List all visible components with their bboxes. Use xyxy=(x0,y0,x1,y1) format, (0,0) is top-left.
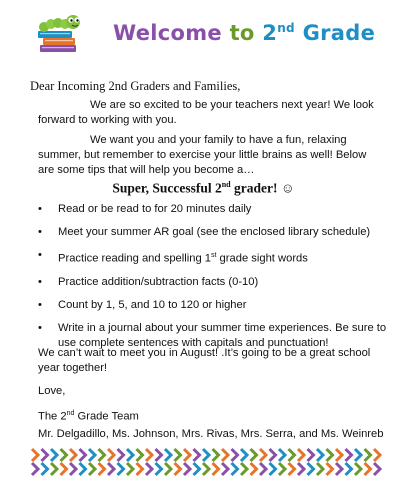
list-item xyxy=(38,225,388,240)
chevron-top xyxy=(156,449,162,461)
chevron-top xyxy=(137,449,143,461)
chevron-top xyxy=(270,449,276,461)
list-item xyxy=(38,248,388,267)
chevron-bottom xyxy=(374,463,380,475)
chevron-top xyxy=(99,449,105,461)
subtitle-post: grader! ☺ xyxy=(230,180,295,196)
chevron-bottom xyxy=(298,463,304,475)
chevron-top xyxy=(194,449,200,461)
chevron-bottom xyxy=(327,463,333,475)
chevron-bottom xyxy=(365,463,371,475)
chevron-bottom xyxy=(175,463,181,475)
chevron-top xyxy=(374,449,380,461)
chevron-top xyxy=(61,449,67,461)
bullet: • xyxy=(38,226,42,238)
chevron-bottom xyxy=(289,463,295,475)
chevron-top xyxy=(127,449,133,461)
chevron-top xyxy=(308,449,314,461)
chevron-bottom xyxy=(61,463,67,475)
tip-text: Meet your summer AR goal (see the enclosed library schedule) xyxy=(58,226,371,238)
bookworm-icon xyxy=(34,12,90,54)
chevron-bottom xyxy=(42,463,48,475)
bullet: • xyxy=(38,275,42,288)
list-item xyxy=(38,298,388,313)
chevron-top xyxy=(251,449,257,461)
header xyxy=(0,0,407,62)
intro-paragraph xyxy=(38,98,383,128)
title-ordinal: nd xyxy=(277,21,295,35)
chevron-bottom xyxy=(336,463,342,475)
chevron-top xyxy=(213,449,219,461)
tip-text-post: grade sight words xyxy=(216,252,308,265)
chevron-bottom xyxy=(51,463,57,475)
tip-text: Read or be read to for 20 minutes daily xyxy=(58,203,252,215)
chevron-bottom xyxy=(184,463,190,475)
signature-pre: The 2 xyxy=(38,410,67,423)
chevron-top xyxy=(365,449,371,461)
tips-intro-text: We want you and your family to have a fun, relaxing summer, but remember to exercise your little brains as well! Below are some tips that will help you become a… xyxy=(38,134,367,176)
chevron-top xyxy=(336,449,342,461)
title-welcome: Welcome xyxy=(113,21,222,45)
list-item xyxy=(38,202,388,217)
chevron-bottom xyxy=(194,463,200,475)
chevron-top xyxy=(80,449,86,461)
closing-paragraph: We can’t wait to meet you in August! .It’s going to be a great school year together! xyxy=(38,347,371,374)
chevron-top xyxy=(327,449,333,461)
chevron-bottom xyxy=(165,463,171,475)
bullet: • xyxy=(38,203,42,215)
chevron-bottom xyxy=(203,463,209,475)
chevron-bottom xyxy=(156,463,162,475)
bullet: • xyxy=(38,321,42,334)
chevron-bottom xyxy=(137,463,143,475)
signature xyxy=(38,406,388,425)
chevron-top xyxy=(203,449,209,461)
chevron-top xyxy=(175,449,181,461)
chevron-bottom xyxy=(127,463,133,475)
list-item xyxy=(38,275,388,290)
chevron-bottom xyxy=(222,463,228,475)
page-title xyxy=(113,22,375,44)
tips-list xyxy=(38,202,388,359)
chevron-top xyxy=(165,449,171,461)
tip-ordinal: st xyxy=(211,252,217,259)
chevron-bottom xyxy=(232,463,238,475)
chevron-top xyxy=(317,449,323,461)
chevron-top xyxy=(184,449,190,461)
title-grade: Grade xyxy=(302,21,376,45)
chevron-top xyxy=(298,449,304,461)
subtitle-ordinal: nd xyxy=(221,180,231,189)
signature-ordinal: nd xyxy=(66,410,75,417)
chevron-top xyxy=(241,449,247,461)
intro-text: We are so excited to be your teachers next year! We look forward to working with you. xyxy=(38,99,374,126)
chevron-top xyxy=(279,449,285,461)
chevron-top xyxy=(51,449,57,461)
chevron-top xyxy=(232,449,238,461)
chevron-top xyxy=(260,449,266,461)
chevron-bottom xyxy=(32,463,38,475)
chevron-top xyxy=(32,449,38,461)
bullet: • xyxy=(38,249,42,261)
chevron-bottom xyxy=(355,463,361,475)
chevron-top xyxy=(108,449,114,461)
chevron-bottom xyxy=(251,463,257,475)
chevron-bottom xyxy=(241,463,247,475)
tip-text: Count by 1, 5, and 10 to 120 or higher xyxy=(58,298,247,311)
closing-love: Love, xyxy=(38,385,66,397)
chevron-top xyxy=(146,449,152,461)
chevron-top xyxy=(118,449,124,461)
chevron-bottom xyxy=(279,463,285,475)
chevron-bottom xyxy=(317,463,323,475)
chevron-bottom xyxy=(308,463,314,475)
chevron-bottom xyxy=(99,463,105,475)
chevron-bottom xyxy=(213,463,219,475)
chevron-top xyxy=(222,449,228,461)
tip-text-pre: Practice reading and spelling 1 xyxy=(58,252,211,265)
chevron-bottom xyxy=(80,463,86,475)
chevron-top xyxy=(70,449,76,461)
chevron-bottom xyxy=(260,463,266,475)
chevron-top xyxy=(346,449,352,461)
title-to: to xyxy=(229,21,255,45)
title-grade-number: 2 xyxy=(262,21,278,45)
chevron-bottom xyxy=(108,463,114,475)
tips-intro-paragraph xyxy=(38,133,383,178)
chevron-bottom xyxy=(118,463,124,475)
tip-text: Write in a journal about your summer time experiences. Be sure to use complete sentences with capitals and punctuation! xyxy=(58,321,387,349)
chevron-bottom xyxy=(346,463,352,475)
chevron-bottom xyxy=(146,463,152,475)
subtitle xyxy=(0,180,407,197)
tip-text: Practice addition/subtraction facts (0-10) xyxy=(58,275,259,288)
chevron-bottom xyxy=(89,463,95,475)
bullet: • xyxy=(38,298,42,311)
chevron-bottom xyxy=(70,463,76,475)
chevron-bottom xyxy=(270,463,276,475)
chevron-top xyxy=(89,449,95,461)
chevron-top xyxy=(355,449,361,461)
chevron-border-icon xyxy=(30,447,382,477)
chevron-top xyxy=(289,449,295,461)
subtitle-pre: Super, Successful 2 xyxy=(112,180,222,196)
salutation: Dear Incoming 2nd Graders and Families, xyxy=(30,79,241,93)
chevron-top xyxy=(42,449,48,461)
teacher-names: Mr. Delgadillo, Ms. Johnson, Mrs. Rivas, Mrs. Serra, and Ms. Weinreb xyxy=(38,428,384,440)
signature-post: Grade Team xyxy=(74,410,139,423)
